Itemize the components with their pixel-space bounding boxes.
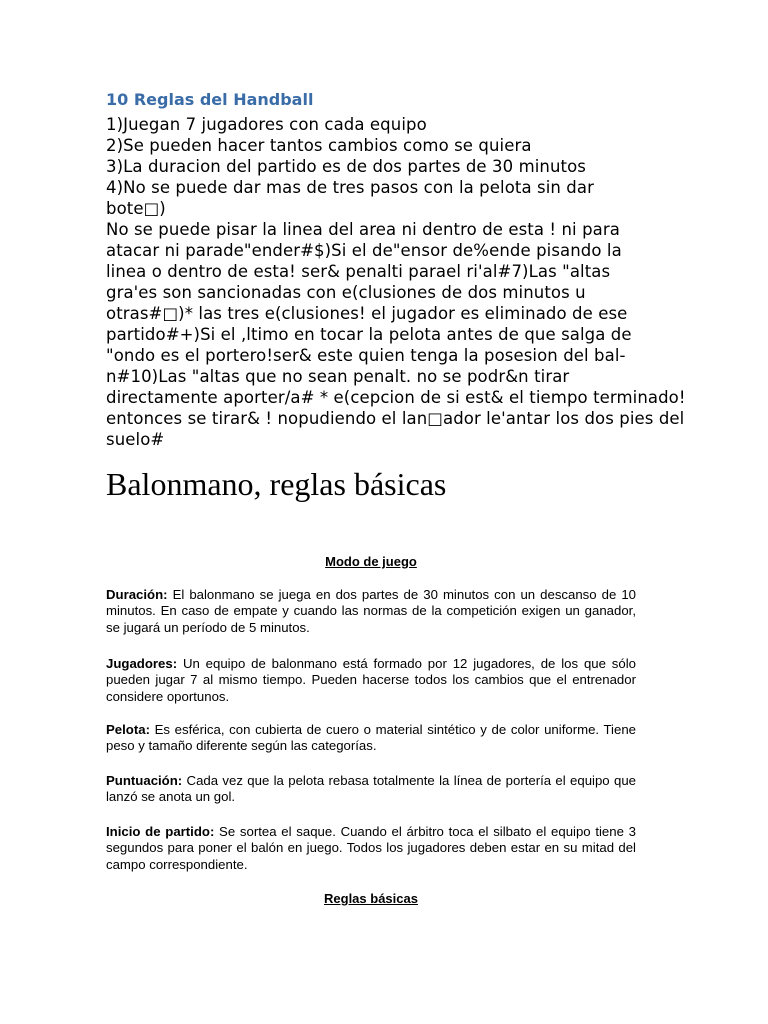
paragraph-inicio-de-partido — [106, 824, 636, 873]
rule-line: suelo# — [106, 430, 165, 449]
paragraph-text: Se sortea el saque. Cuando el árbitro toca el silbato el equipo tiene 3 segundos para poner el balón en juego. Todos los jugadores deben estar en su mitad del campo correspondiente. — [106, 824, 636, 872]
document-title: Balonmano, reglas básicas — [106, 466, 447, 502]
rule-line: 1)Juegan 7 jugadores con cada equipo — [106, 115, 427, 134]
paragraph-label: Puntuación: — [106, 773, 183, 788]
paragraph-label: Pelota: — [106, 722, 150, 737]
paragraph-puntuacion — [106, 773, 636, 806]
paragraph-label: Duración: — [106, 587, 168, 602]
paragraph-label: Inicio de partido: — [106, 824, 215, 839]
rule-line: bote□) — [106, 199, 166, 218]
section-heading-modo-de-juego: Modo de juego — [325, 554, 417, 569]
rule-line: 3)La duracion del partido es de dos partes de 30 minutos — [106, 157, 586, 176]
paragraph-text: Es esférica, con cubierta de cuero o material sintético y de color uniforme. Tiene peso y tamaño diferente según las categorías. — [106, 722, 636, 754]
rule-line: entonces se tirar& ! nopudiendo el lan□ador le'antar los dos pies del — [106, 409, 685, 428]
handball-rules-list — [106, 114, 686, 450]
rule-line: directamente aporter/a# * e(cepcion de si est& el tiempo terminado! — [106, 388, 686, 407]
rule-line: 4)No se puede dar mas de tres pasos con la pelota sin dar — [106, 178, 594, 197]
paragraph-pelota — [106, 722, 636, 755]
rule-line: linea o dentro de esta! ser& penalti parael ri'al#7)Las "altas — [106, 262, 611, 281]
rule-line: otras#□)* las tres e(clusiones! el jugador es eliminado de ese — [106, 304, 628, 323]
paragraph-duracion — [106, 587, 636, 636]
rule-line: 2)Se pueden hacer tantos cambios como se quiera — [106, 136, 532, 155]
paragraph-text: Cada vez que la pelota rebasa totalmente la línea de portería el equipo que lanzó se anota un gol. — [106, 773, 636, 805]
rule-line: "ondo es el portero!ser& este quien tenga la posesion del bal- — [106, 346, 626, 365]
paragraph-text: El balonmano se juega en dos partes de 30 minutos con un descanso de 10 minutos. En caso de empate y cuando las normas de la competición exigen un ganador, se jugará un período de 5 minutos. — [106, 587, 636, 635]
paragraph-label: Jugadores: — [106, 656, 178, 671]
rule-line: n#10)Las "altas que no sean penalt. no se podr&n tirar — [106, 367, 570, 386]
rule-line: atacar ni parade"ender#$)Si el de"ensor de%ende pisando la — [106, 241, 622, 260]
rule-line: No se puede pisar la linea del area ni dentro de esta ! ni para — [106, 220, 620, 239]
paragraph-jugadores — [106, 656, 636, 705]
rule-line: partido#+)Si el ,ltimo en tocar la pelota antes de que salga de — [106, 325, 632, 344]
section-heading-reglas-basicas: Reglas básicas — [324, 891, 418, 906]
handball-rules-heading: 10 Reglas del Handball — [106, 90, 314, 109]
paragraph-text: Un equipo de balonmano está formado por 12 jugadores, de los que sólo pueden jugar 7 al mismo tiempo. Pueden hacerse todos los cambios que el entrenador considere oportunos. — [106, 656, 636, 704]
rule-line: gra'es son sancionadas con e(clusiones de dos minutos u — [106, 283, 586, 302]
